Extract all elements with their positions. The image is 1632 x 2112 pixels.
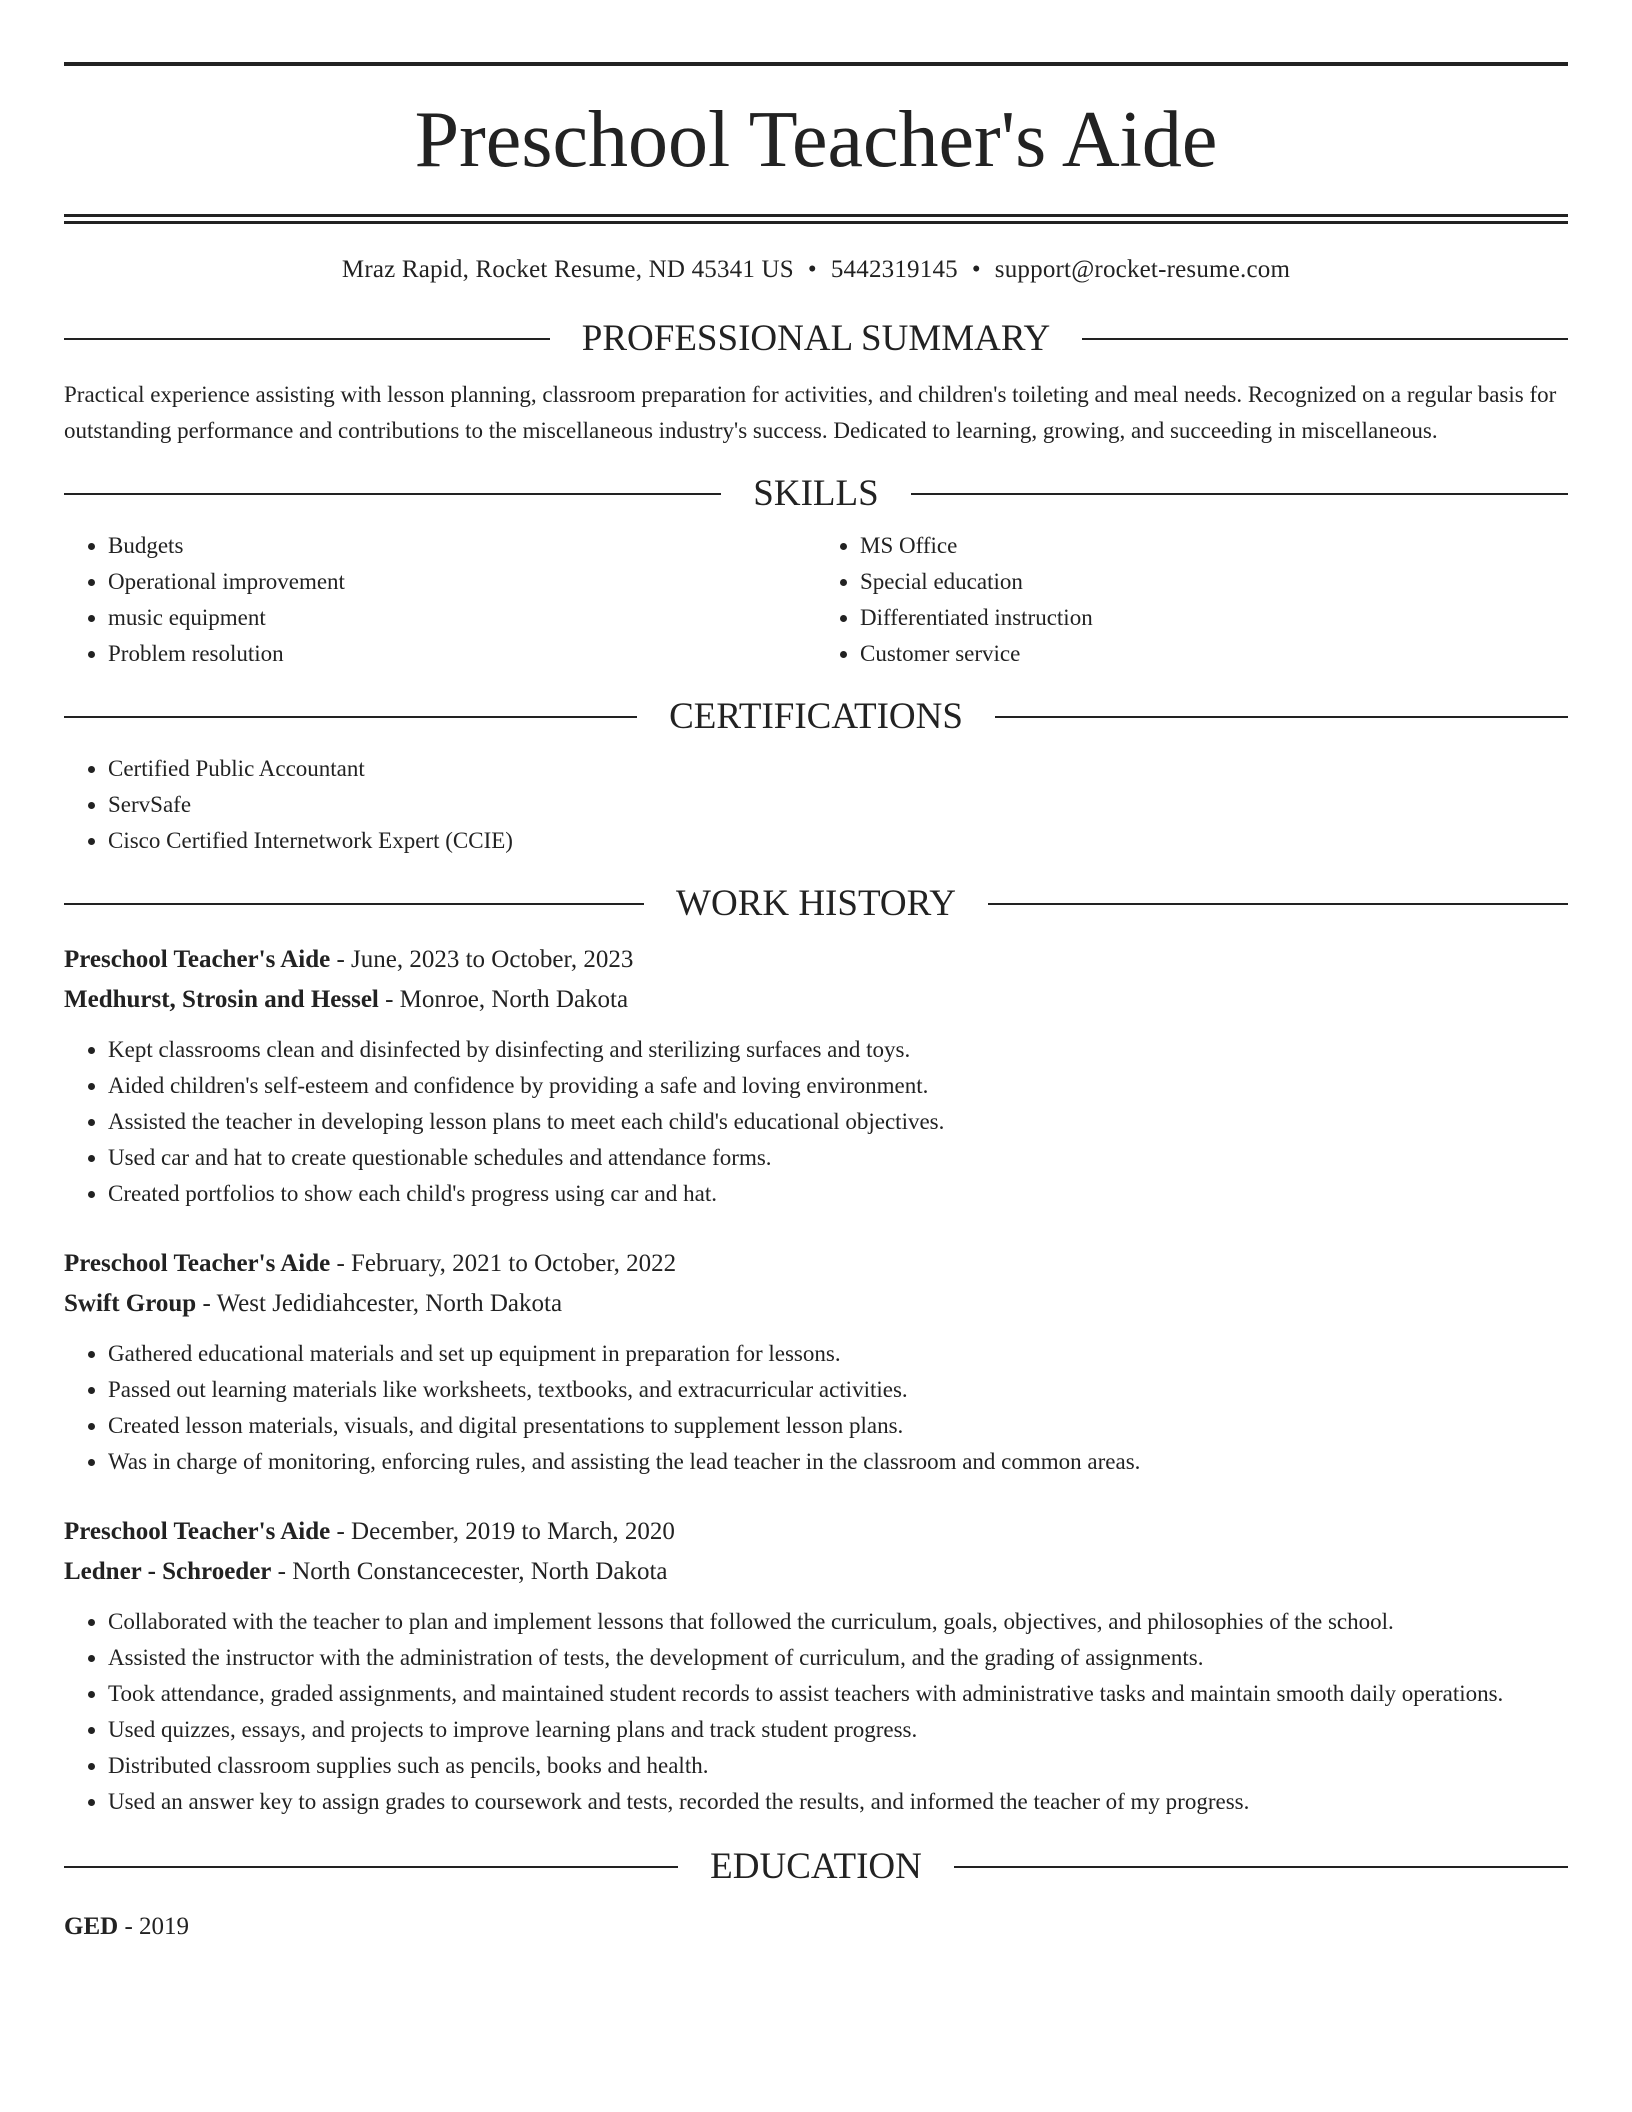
certifications-list (64, 751, 1568, 859)
job-bullet: • Used an answer key to assign grades to coursework and tests, recorded the results, and informed the teacher of my progress. (108, 1784, 1568, 1820)
skills-section (64, 475, 1568, 672)
skill-item: • Budgets (108, 528, 816, 564)
resume-name: Preschool Teacher's Aide (414, 96, 1218, 184)
job-location: - North Constancecester, North Dakota (271, 1558, 668, 1585)
job-company: Ledner - Schroeder (64, 1558, 272, 1585)
education-section (64, 1848, 1568, 1947)
section-title-skills (64, 475, 1568, 512)
job-dates: - June, 2023 to October, 2023 (330, 946, 634, 973)
section-title-work (64, 885, 1568, 922)
skill-item: • Differentiated instruction (860, 600, 1568, 636)
job-company-line (64, 1552, 1568, 1592)
contact-email: support@rocket-resume.com (994, 256, 1291, 283)
skill-item: • Customer service (860, 636, 1568, 672)
work-section (64, 885, 1568, 1820)
job-bullet: • Created portfolios to show each child's progress using car and hat. (108, 1176, 1568, 1212)
contact-phone: 5442319145 (830, 256, 958, 283)
skills-list-left (64, 528, 816, 672)
section-title-education (64, 1848, 1568, 1885)
education-year: - 2019 (118, 1913, 190, 1940)
job-bullet: • Passed out learning materials like worksheets, textbooks, and extracurricular activities. (108, 1372, 1568, 1408)
certification-item: • Cisco Certified Internetwork Expert (CCIE) (108, 823, 1568, 859)
job-entry (64, 1512, 1568, 1820)
job-bullet: • Kept classrooms clean and disinfected by disinfecting and sterilizing surfaces and toys. (108, 1032, 1568, 1068)
skill-item: • MS Office (860, 528, 1568, 564)
job-bullet: • Gathered educational materials and set up equipment in preparation for lessons. (108, 1336, 1568, 1372)
section-title-text: EDUCATION (710, 1846, 922, 1887)
job-location: - Monroe, North Dakota (378, 986, 629, 1013)
job-bullet: • Took attendance, graded assignments, and maintained student records to assist teachers with administrative tasks and maintain smooth daily operations. (108, 1676, 1568, 1712)
resume-header (64, 0, 1568, 284)
job-title-line (64, 940, 1568, 980)
education-entry (64, 1907, 1568, 1947)
job-location: - West Jedidiahcester, North Dakota (196, 1290, 563, 1317)
skills-columns (64, 528, 1568, 672)
job-role: Preschool Teacher's Aide (64, 1518, 331, 1545)
job-dates: - December, 2019 to March, 2020 (330, 1518, 675, 1545)
job-company-line (64, 980, 1568, 1020)
skill-item: • Special education (860, 564, 1568, 600)
job-title-line (64, 1244, 1568, 1284)
job-bullet: • Used car and hat to create questionable schedules and attendance forms. (108, 1140, 1568, 1176)
job-role: Preschool Teacher's Aide (64, 1250, 331, 1277)
contact-separator: • (971, 256, 981, 283)
job-bullets (64, 1604, 1568, 1820)
job-title-line (64, 1512, 1568, 1552)
education-degree: GED (64, 1913, 119, 1940)
section-title-summary (64, 320, 1568, 357)
job-company-line (64, 1284, 1568, 1324)
certification-item: • ServSafe (108, 787, 1568, 823)
section-title-text: PROFESSIONAL SUMMARY (581, 318, 1051, 359)
skill-item: • music equipment (108, 600, 816, 636)
job-bullets (64, 1032, 1568, 1212)
work-history-list (64, 940, 1568, 1820)
section-title-text: WORK HISTORY (676, 883, 956, 924)
skills-list-right (816, 528, 1568, 672)
job-dates: - February, 2021 to October, 2022 (330, 1250, 677, 1277)
job-bullet: • Assisted the instructor with the administration of tests, the development of curriculum, and the grading of assignments. (108, 1640, 1568, 1676)
section-title-text: CERTIFICATIONS (669, 696, 963, 737)
job-bullet: • Aided children's self-esteem and confidence by providing a safe and loving environment. (108, 1068, 1568, 1104)
summary-text: Practical experience assisting with lesson planning, classroom preparation for activities, and children's toileting and meal needs. Recognized on a regular basis for outstanding performance and contributions to the miscellaneous industry's success. Dedicated to learning, growing, and succeeding in miscellaneous. (64, 382, 1557, 443)
job-role: Preschool Teacher's Aide (64, 946, 331, 973)
contact-line (64, 256, 1568, 284)
contact-address: Mraz Rapid, Rocket Resume, ND 45341 US (341, 256, 794, 283)
skill-item: • Problem resolution (108, 636, 816, 672)
section-title-text: SKILLS (753, 473, 879, 514)
job-company: Medhurst, Strosin and Hessel (64, 986, 379, 1013)
job-entry (64, 940, 1568, 1212)
summary-section (64, 320, 1568, 449)
job-bullets (64, 1336, 1568, 1480)
double-rule (64, 214, 1568, 224)
certifications-section (64, 698, 1568, 859)
job-company: Swift Group (64, 1290, 197, 1317)
job-entry (64, 1244, 1568, 1480)
job-bullet: • Created lesson materials, visuals, and digital presentations to supplement lesson plans. (108, 1408, 1568, 1444)
job-bullet: • Collaborated with the teacher to plan and implement lessons that followed the curriculum, goals, objectives, and philosophies of the school. (108, 1604, 1568, 1640)
certification-item: • Certified Public Accountant (108, 751, 1568, 787)
job-bullet: • Was in charge of monitoring, enforcing rules, and assisting the lead teacher in the classroom and common areas. (108, 1444, 1568, 1480)
top-rule (64, 62, 1568, 66)
job-bullet: • Used quizzes, essays, and projects to improve learning plans and track student progress. (108, 1712, 1568, 1748)
contact-separator: • (807, 256, 817, 283)
section-title-certifications (64, 698, 1568, 735)
job-bullet: • Distributed classroom supplies such as pencils, books and health. (108, 1748, 1568, 1784)
skill-item: • Operational improvement (108, 564, 816, 600)
job-bullet: • Assisted the teacher in developing lesson plans to meet each child's educational objectives. (108, 1104, 1568, 1140)
